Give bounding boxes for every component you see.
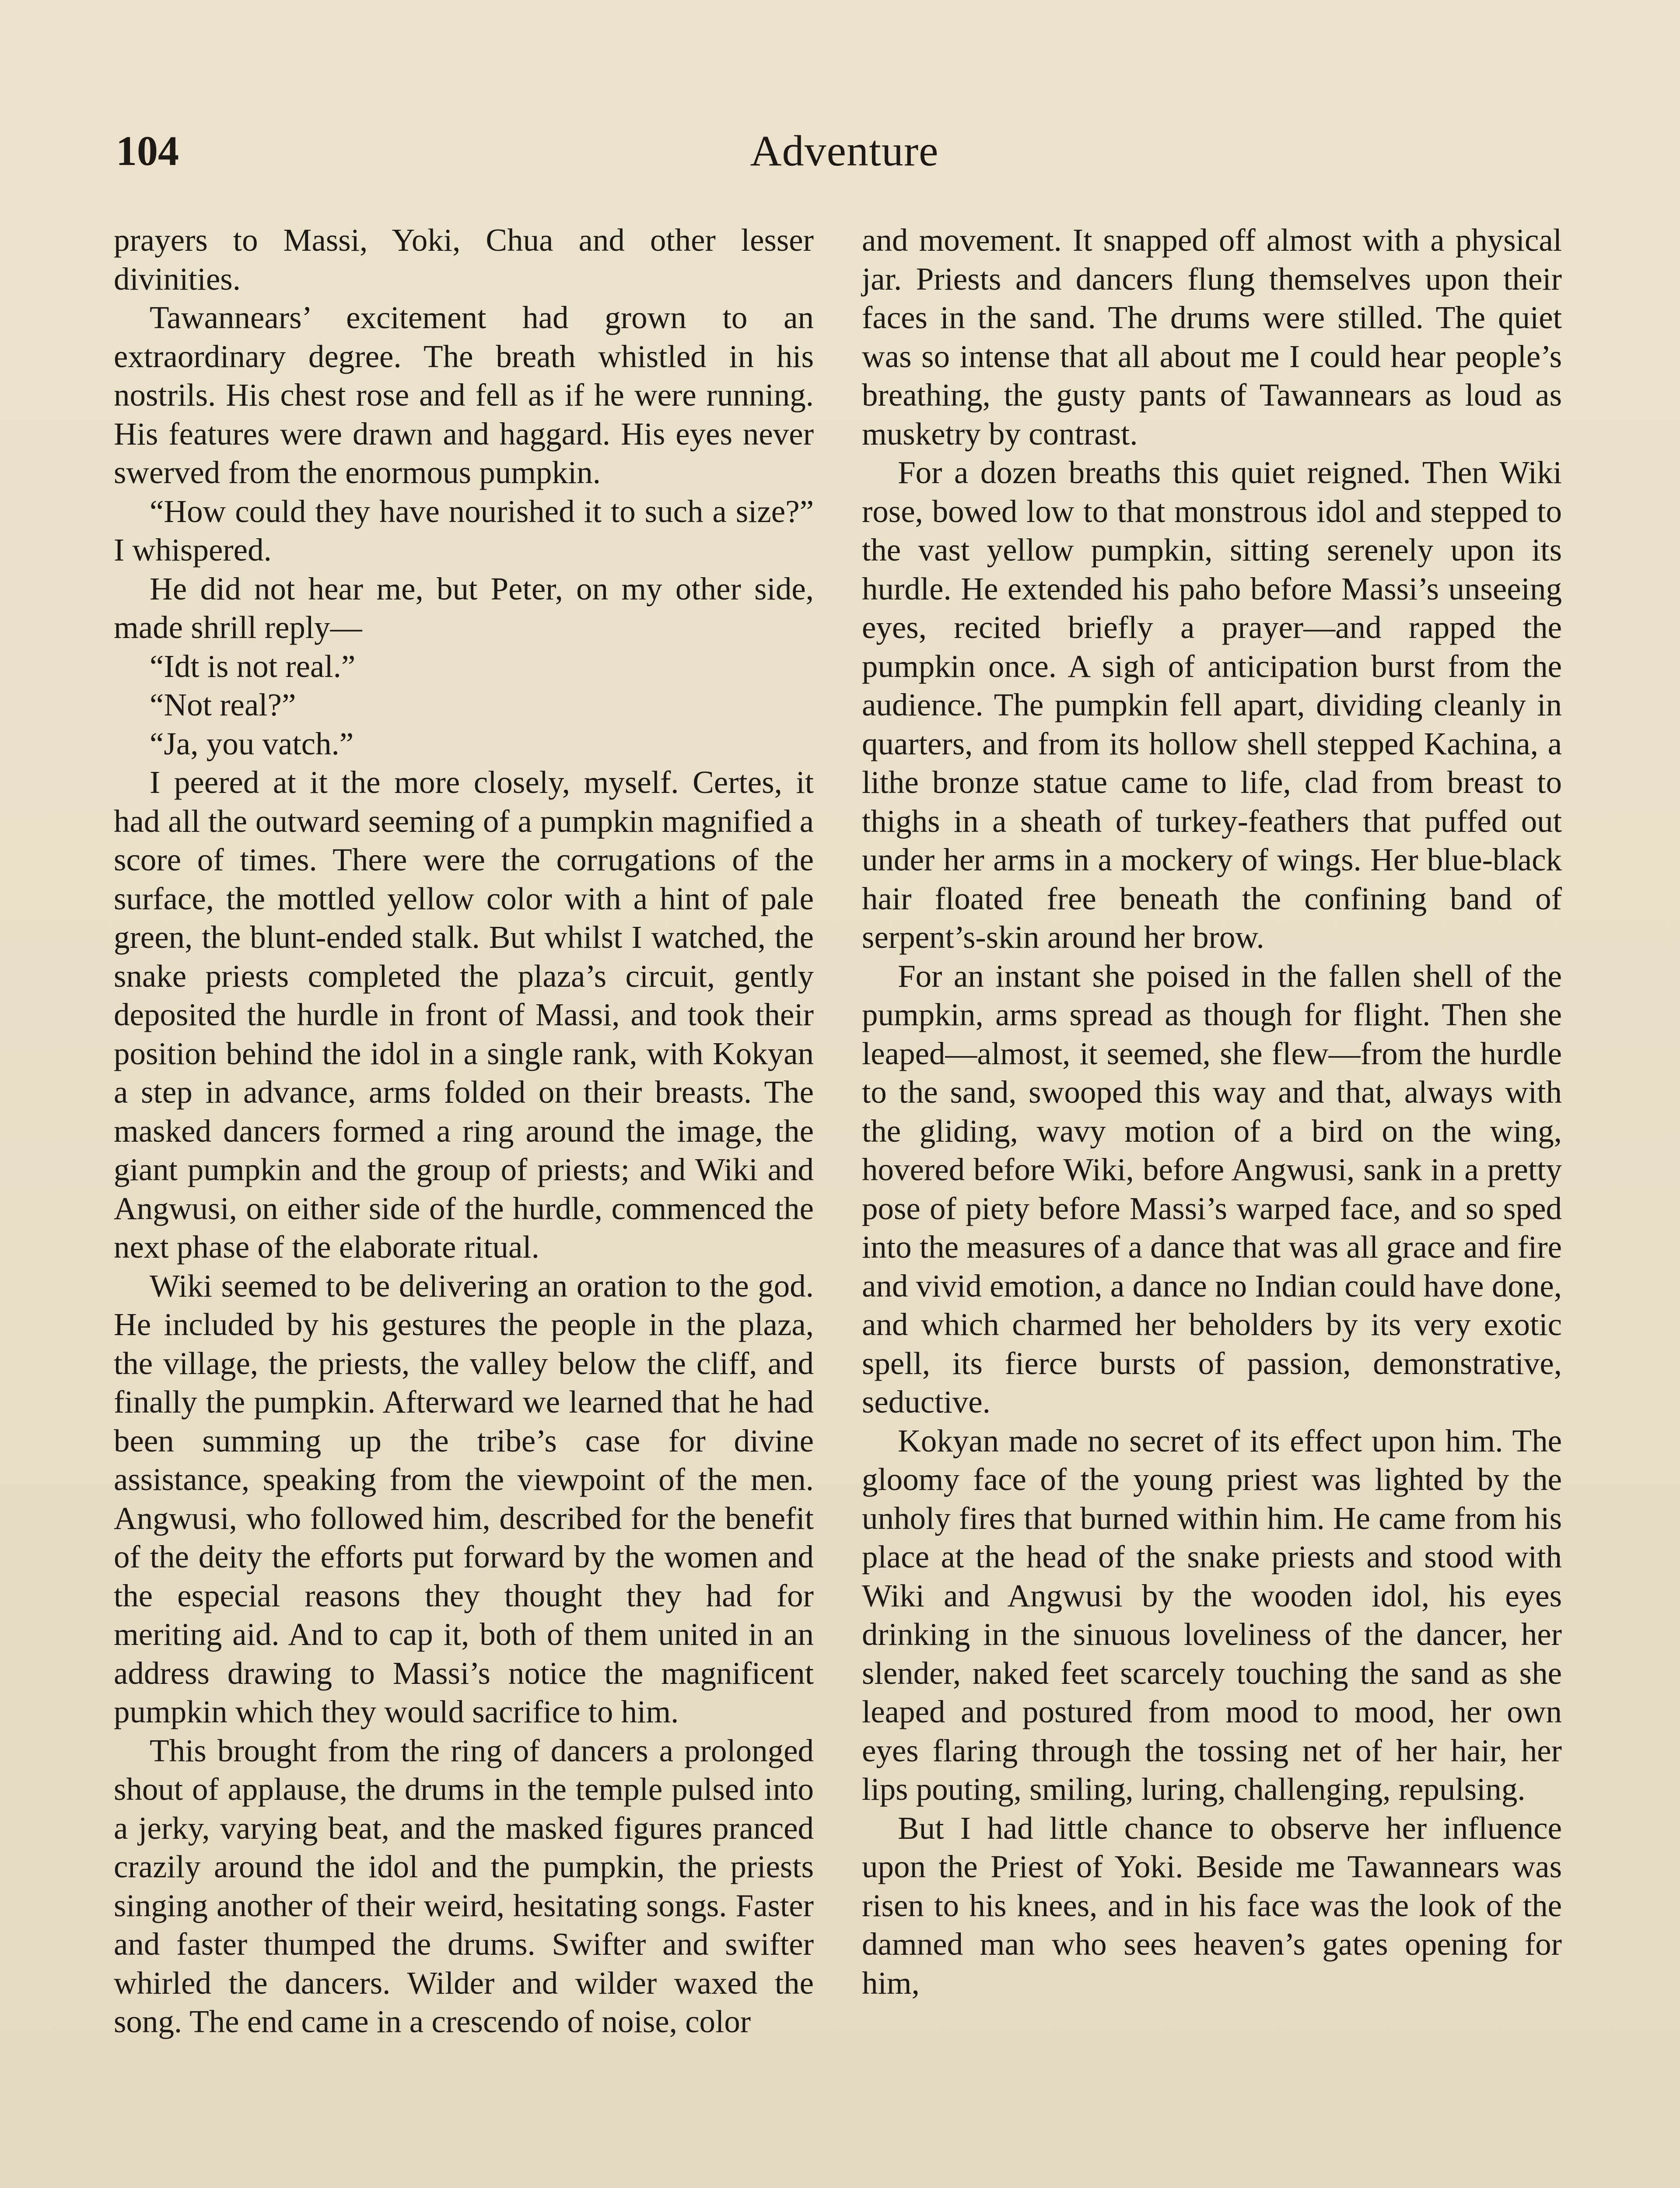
paragraph: Kokyan made no secret of its effect upon him. The gloomy face of the young priest was lighted by the unholy fires that burned within him. He came from his place at the head of the snake priests and stood with Wiki and Angwusi by the wooden idol, his eyes drinking in the sinuous loveliness of the dancer, her slender, naked feet scarcely touching the sand as she leaped and postured from mood to mood, her own eyes flaring through the tossing net of her hair, her lips pouting, smiling, luring, challenging, repulsing. [862, 1423, 1562, 1807]
paragraph: Wiki seemed to be delivering an oration to the god. He included by his gestures the people in the plaza, the village, the priests, the valley below the cliff, and finally the pumpkin. Afterward we learned that he had been summing up the tribe’s case for divine assistance, speaking from the viewpoint of the men. Angwusi, who followed him, described for the benefit of the deity the efforts put forward by the women and the especial reasons they thought they had for meriting aid. And to cap it, both of them united in an address drawing to Massi’s notice the magnificent pumpkin which they would sacrifice to him. [114, 1268, 814, 1729]
paragraph: “Idt is not real.” [150, 648, 356, 684]
paragraph: prayers to Massi, Yoki, Chua and other lesser divinities. [114, 222, 814, 297]
paragraph: Tawannears’ excitement had grown to an extraordinary degree. The breath whistled in his nostrils. His chest rose and fell as if he were running. His features were drawn and haggard. His eyes never swerved from the enormous pumpkin. [114, 300, 814, 490]
page-number: 104 [116, 127, 179, 174]
running-title: Adventure [750, 126, 939, 175]
left-column [114, 221, 814, 2041]
page-header [116, 118, 1573, 184]
paragraph: I peered at it the more closely, myself. Certes, it had all the outward seeming of a pumpkin magnified a score of times. There were the corrugations of the surface, the mottled yellow color with a hint of pale green, the blunt-ended stalk. But whilst I watched, the snake priests completed the plaza’s circuit, gently deposited the hurdle in front of Massi, and took their position behind the idol in a single rank, with Kokyan a step in advance, arms folded on their breasts. The masked dancers formed a ring around the image, the giant pumpkin and the group of priests; and Wiki and Angwusi, on either side of the hurdle, commenced the next phase of the elaborate ritual. [114, 764, 814, 1265]
paragraph: But I had little chance to observe her influence upon the Priest of Yoki. Beside me Tawannears was risen to his knees, and in his face was the look of the damned man who sees heaven’s gates opening for him, [862, 1810, 1562, 2001]
paragraph: and movement. It snapped off almost with a physical jar. Priests and dancers flung themselves upon their faces in the sand. The drums were stilled. The quiet was so intense that all about me I could hear people’s breathing, the gusty pants of Tawannears as loud as musketry by contrast. [862, 222, 1562, 452]
right-column [862, 221, 1562, 2002]
paragraph: “Not real?” [150, 687, 296, 722]
paragraph: “Ja, you vatch.” [150, 726, 354, 761]
paragraph: This brought from the ring of dancers a prolonged shout of applause, the drums in the temple pulsed into a jerky, varying beat, and the masked figures pranced crazily around the idol and the pumpkin, the priests singing another of their weird, hesitating songs. Faster and faster thumped the drums. Swifter and swifter whirled the dancers. Wilder and wilder waxed the song. The end came in a crescendo of noise, color [114, 1732, 814, 2039]
paragraph: For an instant she poised in the fallen shell of the pumpkin, arms spread as though for flight. Then she leaped—almost, it seemed, she flew—from the hurdle to the sand, swooped this way and that, always with the gliding, wavy motion of a bird on the wing, hovered before Wiki, before Angwusi, sank in a pretty pose of piety before Massi’s warped face, and so sped into the measures of a dance that was all grace and fire and vivid emotion, a dance no Indian could have done, and which charmed her beholders by its very exotic spell, its fierce bursts of passion, demonstrative, seductive. [862, 958, 1562, 1420]
paragraph: For a dozen breaths this quiet reigned. Then Wiki rose, bowed low to that monstrous idol and stepped to the vast yellow pumpkin, sitting serenely upon its hurdle. He extended his paho before Massi’s unseeing eyes, recited briefly a prayer—and rapped the pumpkin once. A sigh of anticipation burst from the audience. The pumpkin fell apart, dividing cleanly in quarters, and from its hollow shell stepped Kachina, a lithe bronze statue came to life, clad from breast to thighs in a sheath of turkey-feathers that puffed out under her arms in a mockery of wings. Her blue-black hair floated free beneath the confining band of serpent’s-skin around her brow. [862, 455, 1562, 955]
paragraph: He did not hear me, but Peter, on my other side, made shrill reply— [114, 571, 814, 645]
paragraph: “How could they have nourished it to such a size?” I whispered. [114, 493, 814, 568]
